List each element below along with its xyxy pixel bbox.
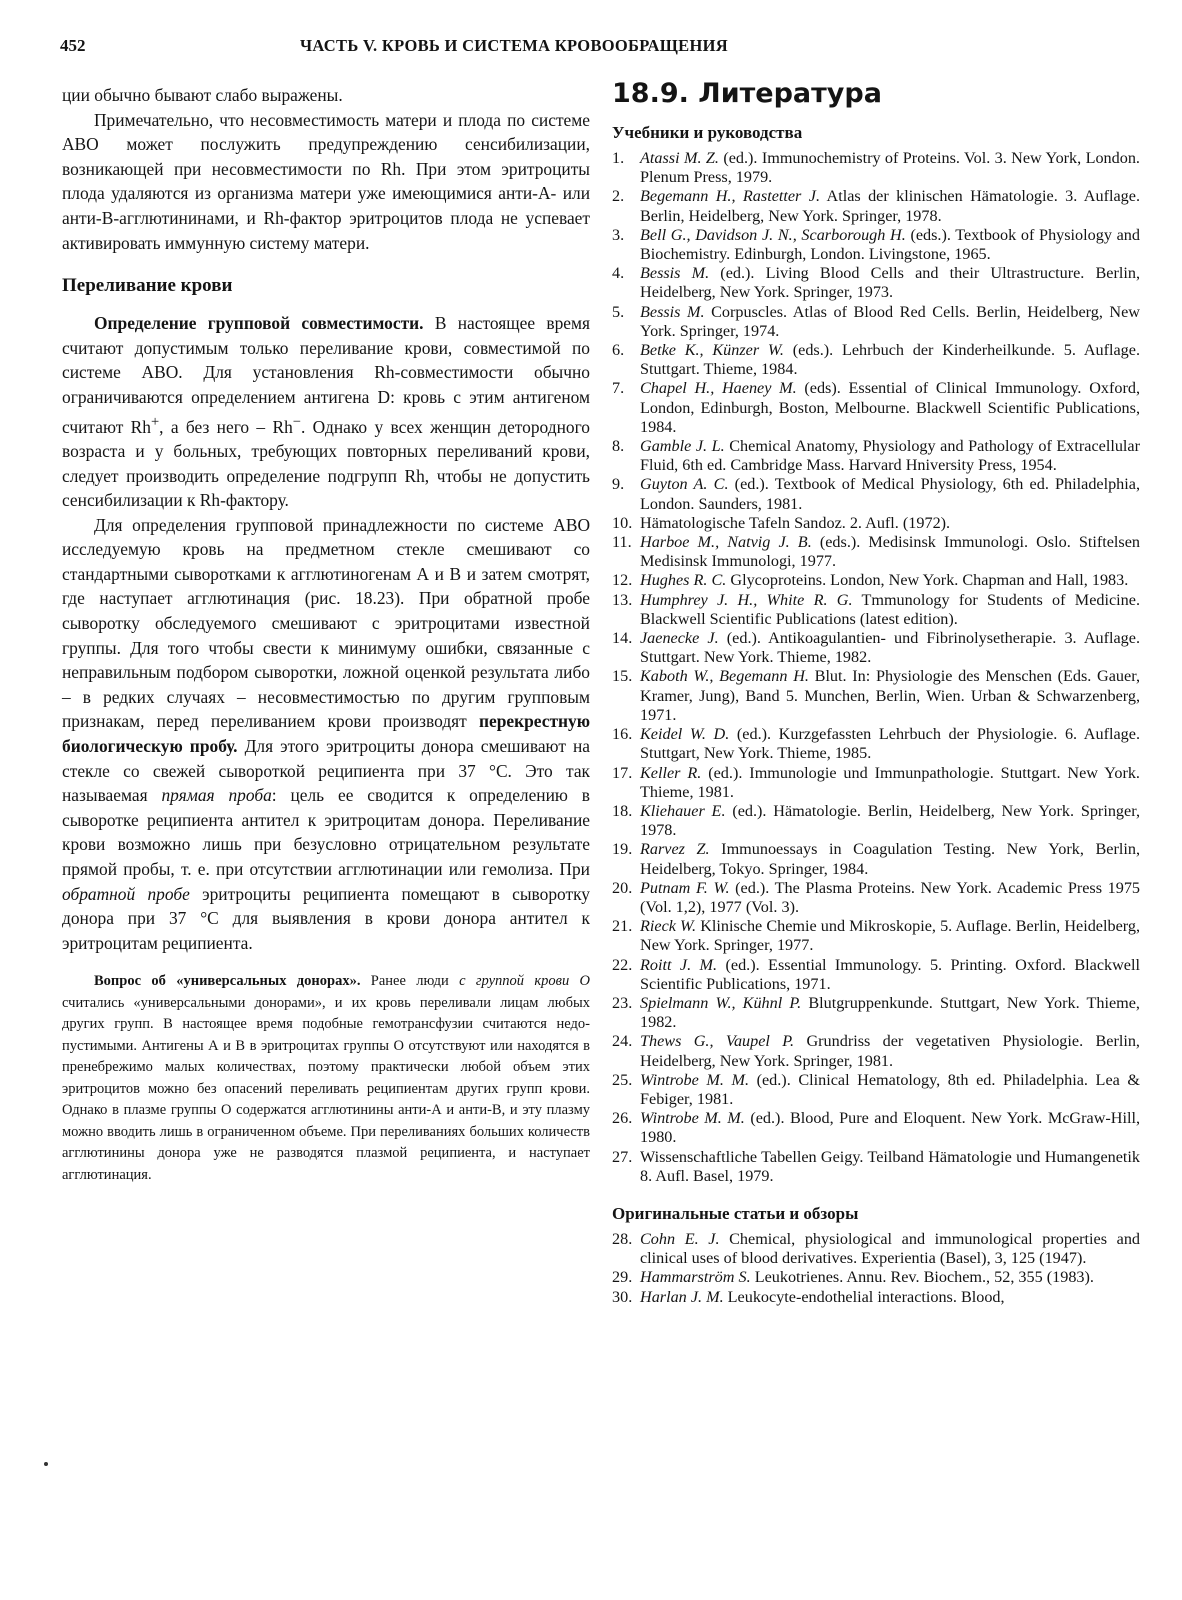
- reference-number: 9.: [612, 475, 625, 494]
- reference-number: 23.: [612, 993, 633, 1012]
- reference-text: Chemical, physiological and immunological properties and clinical uses of blood derivatives. Experientia (Basel), 3, 125 (1947).: [640, 1229, 1141, 1268]
- text-span: Ранее люди: [360, 973, 460, 990]
- reference-item: [612, 149, 1140, 187]
- reference-authors: Bessis M.: [640, 302, 705, 321]
- reference-item: [612, 802, 1140, 840]
- run-in-heading: Определение групповой совместимости.: [94, 313, 424, 334]
- reference-text: (ed.). Blood, Pure and Eloquent. New York. McGraw-Hill, 1980.: [640, 1109, 1140, 1147]
- text-span: Для этого эритроциты донора смешивают на стекле со свежей сывороткой реципиента при 37 °С. Это так называемая: [62, 736, 590, 806]
- reference-authors: Harboe M., Natvig J. B.: [640, 533, 812, 552]
- reference-authors: Keidel W. D.: [640, 725, 730, 744]
- reference-item: [612, 1148, 1140, 1186]
- text-span: : цель ее сводится к определению в сыворотке реципиента антител к эритроцитам донора. Переливание крови возможно лишь при безусловно отрицательном результате прямой пробы, т. е. при отсутствии агглютинации или гемолиза. При: [62, 785, 590, 880]
- reference-text: Tmmunology for Students of Medicine. Blackwell Scientific Publications (latest edition).: [640, 590, 1140, 628]
- reference-number: 8.: [612, 437, 625, 456]
- reference-number: 3.: [612, 225, 625, 244]
- reference-text: (eds). Essential of Clinical Immunology. Oxford, London, Edinburgh, Boston, Melbourne. Blackwell Scientific Publications, 1984.: [640, 379, 1140, 436]
- reference-text: (eds.). Lehrbuch der Kinderheilkunde. 5. Auflage. Stuttgart. Thieme, 1984.: [640, 341, 1140, 379]
- reference-text: Klinische Chemie und Mikroskopie, 5. Auflage. Berlin, Heidelberg, New York. Springer, 1977.: [640, 917, 1140, 955]
- reference-text: (ed.). The Plasma Proteins. New York. Academic Press 1975 (Vol. 1,2), 1977 (Vol. 3).: [640, 878, 1141, 916]
- reference-number: 1.: [612, 149, 625, 167]
- reference-text: Glycoproteins. London, New York. Chapman and Hall, 1983.: [726, 571, 1129, 590]
- text-span: . Однако у всех женщин детородного возраста и у больных, требующих повторных переливаний крови, следует производить определение подгрупп Rh, чтобы не допустить сенсибилизации к Rh-фактору.: [62, 416, 591, 511]
- reference-item: [612, 303, 1140, 341]
- subsection-title: Учебники и руководства: [612, 123, 803, 142]
- reference-list: [612, 149, 1140, 1186]
- reference-authors: Wintrobe M. M.: [640, 1070, 749, 1089]
- reference-number: 21.: [612, 917, 633, 936]
- stray-mark: [44, 1462, 48, 1466]
- reference-number: 22.: [612, 955, 633, 974]
- reference-text: Hämatologische Tafeln Sandoz. 2. Aufl. (1972).: [640, 513, 951, 532]
- reference-item: [612, 379, 1140, 437]
- reference-item: [612, 571, 1140, 590]
- reference-item: [612, 629, 1140, 667]
- reference-number: 6.: [612, 341, 625, 360]
- italic-term: прямая проба: [161, 785, 272, 806]
- reference-text: (ed.). Clinical Hematology, 8th ed. Philadelphia. Lea & Febiger, 1981.: [640, 1070, 1140, 1108]
- reference-item: [612, 514, 1140, 533]
- reference-text: (ed.). Immunologie und Immunpathologie. Stuttgart. New York. Thieme, 1981.: [640, 763, 1140, 801]
- reference-number: 30.: [612, 1287, 633, 1306]
- reference-number: 29.: [612, 1268, 633, 1287]
- reference-authors: Cohn E. J.: [640, 1229, 720, 1248]
- reference-number: 24.: [612, 1032, 633, 1051]
- reference-text: (eds.). Textbook of Physiology and Biochemistry. Edinburgh, London. Livingstone, 1965.: [640, 225, 1140, 264]
- reference-authors: Keller R.: [640, 763, 702, 782]
- section-title: 18.9. Литература: [612, 78, 882, 109]
- reference-authors: Spielmann W., Kühnl P.: [640, 993, 802, 1012]
- reference-number: 7.: [612, 379, 625, 398]
- reference-text: Atlas der klinischen Hämatologie. 3. Auflage. Berlin, Heidelberg, New York. Springer, 1978.: [640, 187, 1140, 225]
- reference-item: [612, 533, 1140, 571]
- text-span: считались «универсальными донорами», и их кровь переливали лицам любых других групп. В настоящее время подобные гемотрансфузии считаются недопустимыми. Антигены А и В в эритроцитах группы О отсутствуют или находятся в пренебрежимо малых количествах, поэтому практически любой объем этих эритроцитов можно без опасений переливать реципиентам других групп крови. Однако в плазме группы О содержатся агглютинины анти-А и анти-В, и эту плазму можно вводить лишь в ограниченном объеме. При переливаниях больших количеств агглютинины донора уже не разводятся плазмой реципиента, и наступает агглютинация.: [62, 994, 590, 1183]
- reference-number: 28.: [612, 1229, 633, 1248]
- reference-item: [612, 1230, 1140, 1268]
- reference-item: [612, 667, 1140, 725]
- reference-text: Leukocyte-endothelial interactions. Blood,: [723, 1287, 1005, 1306]
- reference-item: [612, 341, 1140, 379]
- paragraph: Примечательно, что несовместимость матери и плода по системе АВО может послужить предупреждению сенсибилизации, возникающей при несовместимости по Rh. При этом эритроциты плода удаляются из организма матери уже имеющимися анти-А- или анти-В-агглютининами, и Rh-фактор эритроцитов плода не успевает активировать иммунную систему матери.: [62, 109, 590, 253]
- reference-number: 13.: [612, 590, 633, 609]
- reference-number: 25.: [612, 1070, 633, 1089]
- reference-authors: Hughes R. C.: [640, 571, 727, 590]
- reference-number: 20.: [612, 878, 633, 897]
- reference-authors: Betke K., Künzer W.: [640, 341, 784, 360]
- italic-term: обратной пробе: [62, 883, 190, 904]
- reference-item: [612, 917, 1140, 955]
- reference-text: Blut. In: Physiologie des Menschen (Eds. Gauer, Kramer, Jung), Band 5. Munchen, Berlin, Wien. Urban & Schwarzenberg, 1971.: [640, 667, 1140, 724]
- reference-authors: Rarvez Z.: [640, 840, 710, 859]
- reference-text: Wissenschaftliche Tabellen Geigy. Teilband Hämatologie und Humangenetik 8. Aufl. Basel, 1979.: [640, 1147, 1140, 1185]
- text-span: Для определения групповой принадлежности по системе АВО исследуемую кровь на предметном стекле смешивают со стандартными сыворотками к агглютиногенам А и В и затем смотрят, где наступает агглютинация (рис. 18.23). При обратной пробе сыворотку обследуемого смешивают с эритроцитами известной группы. Для того чтобы свести к минимуму ошибки, связанные с неправильным подбором сыворотки, ложной оценкой результата либо – в редких случаях – несовместимостью по другим групповым признакам, перед переливанием крови производят: [62, 514, 590, 732]
- text-span: В настоящее время считают допустимым только переливание крови, совместимой по системе АВО. Для установления Rh-совместимости обычно ограничиваются определением антигена D: кровь с этим антигеном считают Rh: [62, 313, 590, 437]
- reference-item: [612, 264, 1140, 302]
- run-in-heading: Вопрос об «универсальных донорах».: [94, 973, 361, 990]
- subsection-title: Оригинальные статьи и обзоры: [612, 1203, 859, 1223]
- reference-text: (ed.). Textbook of Medical Physiology, 6th ed. Philadelphia, London. Saunders, 1981.: [640, 475, 1141, 513]
- reference-item: [612, 994, 1140, 1032]
- reference-text: Immunoessays in Coagulation Testing. New York, Berlin, Heidelberg, Tokyo. Springer, 1984.: [640, 840, 1140, 878]
- reference-item: [612, 591, 1140, 629]
- paragraph: ции обычно бывают слабо выражены.: [62, 85, 343, 105]
- running-head: ЧАСТЬ V. КРОВЬ И СИСТЕМА КРОВООБРАЩЕНИЯ: [300, 36, 728, 55]
- reference-number: 27.: [612, 1147, 633, 1166]
- left-column: [62, 83, 590, 1186]
- reference-text: (ed.). Essential Immunology. 5. Printing. Oxford. Blackwell Scientific Publications, 1971.: [640, 955, 1140, 993]
- reference-number: 17.: [612, 763, 633, 782]
- reference-authors: Roitt J. M.: [640, 955, 718, 974]
- superscript: −: [292, 413, 301, 430]
- reference-authors: Humphrey J. H., White R. G.: [640, 590, 853, 609]
- paragraph: [62, 311, 590, 513]
- italic-term: с группой крови О: [459, 973, 591, 990]
- reference-authors: Putnam F. W.: [640, 878, 730, 897]
- reference-authors: Wintrobe M. M.: [640, 1109, 745, 1128]
- reference-authors: Rieck W.: [640, 917, 697, 936]
- reference-number: 26.: [612, 1109, 633, 1128]
- reference-authors: Kaboth W., Begemann H.: [640, 667, 809, 686]
- reference-item: [612, 879, 1140, 917]
- reference-number: 11.: [612, 533, 632, 552]
- bold-term: перекрестную биологическую пробу.: [62, 711, 590, 757]
- reference-item: [612, 1071, 1140, 1109]
- reference-authors: Guyton A. C.: [640, 475, 729, 494]
- reference-text: (ed.). Hämatologie. Berlin, Heidelberg, New York. Springer, 1978.: [640, 801, 1140, 840]
- reference-text: Corpuscles. Atlas of Blood Red Cells. Berlin, Heidelberg, New York. Springer, 1974.: [640, 302, 1140, 340]
- reference-item: [612, 1268, 1140, 1287]
- reference-authors: Hammarström S.: [640, 1268, 751, 1287]
- reference-authors: Bell G., Davidson J. N., Scarborough H.: [640, 225, 906, 244]
- reference-text: Grundriss der vegetativen Physiologie. Berlin, Heidelberg, New York. Springer, 1981.: [640, 1032, 1140, 1070]
- page-number: 452: [60, 36, 86, 55]
- right-column: [612, 78, 1140, 1307]
- reference-number: 16.: [612, 725, 633, 744]
- small-print-note: [62, 971, 590, 1186]
- reference-item: [612, 437, 1140, 475]
- reference-authors: Chapel H., Haeney M.: [640, 379, 797, 398]
- reference-number: 15.: [612, 667, 633, 686]
- reference-item: [612, 187, 1140, 225]
- reference-item: [612, 1032, 1140, 1070]
- reference-text: Chemical Anatomy, Physiology and Pathology of Extracellular Fluid, 6th ed. Cambridge Mass. Harvard Hniversity Press, 1954.: [640, 437, 1140, 475]
- reference-number: 2.: [612, 187, 625, 206]
- reference-number: 5.: [612, 302, 625, 321]
- reference-text: (ed.). Immunochemistry of Proteins. Vol. 3. New York, London. Plenum Press, 1979.: [640, 149, 1140, 187]
- reference-number: 12.: [612, 571, 633, 590]
- reference-number: 4.: [612, 264, 625, 283]
- reference-text: (ed.). Antikoagulantien- und Fibrinolysetherapie. 3. Auflage. Stuttgart. New York. Thieme, 1982.: [640, 629, 1141, 667]
- reference-item: [612, 764, 1140, 802]
- reference-list: [612, 1230, 1140, 1307]
- reference-item: [612, 725, 1140, 763]
- reference-number: 14.: [612, 629, 633, 648]
- reference-item: [612, 956, 1140, 994]
- section-title: Переливание крови: [62, 275, 233, 297]
- reference-text: (ed.). Living Blood Cells and their Ultrastructure. Berlin, Heidelberg, New York. Springer, 1973.: [640, 264, 1141, 302]
- text-span: эритроциты реципиента помещают в сыворотку донора при 37 °С для выявления в крови донора антител к эритроцитам реципиента.: [62, 883, 590, 953]
- reference-authors: Gamble J. L.: [640, 437, 725, 456]
- reference-authors: Kliehauer E.: [640, 801, 726, 820]
- reference-authors: Begemann H., Rastetter J.: [640, 187, 820, 206]
- reference-item: [612, 840, 1140, 878]
- reference-number: 19.: [612, 840, 633, 859]
- reference-text: (eds.). Medisinsk Immunologi. Oslo. Stiftelsen Medisinsk Immunologi, 1977.: [640, 533, 1140, 571]
- reference-item: [612, 226, 1140, 264]
- reference-item: [612, 1109, 1140, 1147]
- reference-text: Leukotrienes. Annu. Rev. Biochem., 52, 355 (1983).: [750, 1268, 1094, 1287]
- paragraph: [62, 513, 590, 956]
- reference-text: (ed.). Kurzgefassten Lehrbuch der Physiologie. 6. Auflage. Stuttgart, New York. Thieme, 1985.: [640, 725, 1140, 763]
- reference-number: 18.: [612, 801, 633, 820]
- reference-authors: Harlan J. M.: [640, 1287, 724, 1306]
- superscript: +: [150, 413, 160, 430]
- reference-authors: Thews G., Vaupel P.: [640, 1032, 795, 1051]
- reference-item: [612, 1288, 1140, 1307]
- reference-number: 10.: [612, 513, 633, 532]
- reference-authors: Bessis M.: [640, 264, 710, 283]
- reference-item: [612, 475, 1140, 513]
- reference-authors: Atassi M. Z.: [640, 149, 719, 167]
- text-span: , а без него – Rh: [159, 416, 293, 437]
- reference-authors: Jaenecke J.: [640, 629, 719, 648]
- reference-text: Blutgruppenkunde. Stuttgart, New York. Thieme, 1982.: [640, 993, 1140, 1032]
